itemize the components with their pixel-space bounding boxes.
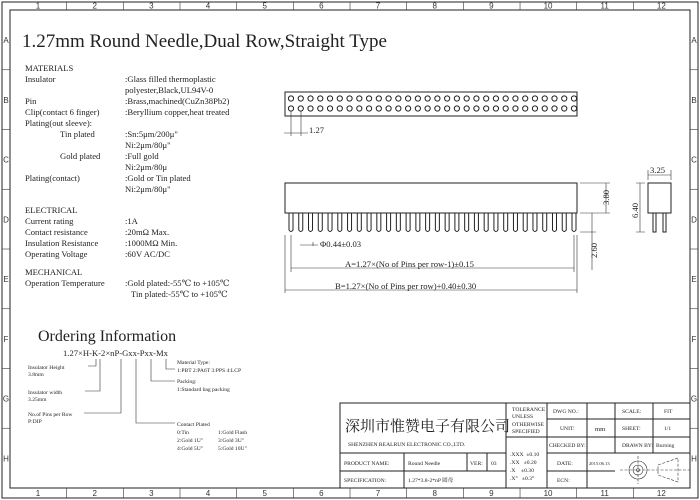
pin-hole: [445, 96, 450, 101]
mechanical-value-tin: Tin plated:-55℃ to +105℃: [131, 289, 228, 299]
pin-hole: [464, 106, 469, 111]
packing-label: Packing:: [177, 379, 197, 385]
ecn-label: ECN:: [557, 478, 570, 484]
plating-option: 4:Gold 5U": [177, 446, 204, 452]
grid-row-label: C: [3, 155, 9, 165]
ordering-information: [28, 328, 247, 452]
pin: [338, 213, 342, 232]
version-value: 03: [491, 461, 497, 467]
company-name-en: SHENZHEN REALRUN ELECTRONIC CO.,LTD.: [348, 442, 466, 448]
material-label: Plating(contact): [25, 173, 80, 183]
material-value: :Brass,machined(CuZn38Pb2): [125, 96, 230, 106]
packing-value: 1:Standard bag packing: [177, 387, 230, 393]
electrical-label: Contact resistance: [25, 227, 88, 237]
material-label: Clip(contact 6 finger): [25, 107, 100, 117]
specification-value: 1.27*3.8-2*nP 圆母: [408, 478, 454, 484]
pin-hole: [366, 96, 371, 101]
electrical-value: :20mΩ Max.: [125, 227, 170, 237]
pitch-dimension: 1.27: [309, 125, 325, 135]
pin-hole: [288, 106, 293, 111]
version-label: VER:: [470, 461, 483, 467]
pin-hole: [415, 96, 420, 101]
pin-hole: [337, 106, 342, 111]
pin-hole: [396, 106, 401, 111]
pin-hole: [571, 106, 576, 111]
pin: [543, 213, 547, 232]
material-label: Plating(out sleeve):: [25, 118, 93, 128]
top-view: [284, 92, 577, 136]
pin-hole: [552, 106, 557, 111]
pin-hole: [357, 96, 362, 101]
pin-hole: [474, 106, 479, 111]
tolerance-label: SPECIFIED: [512, 429, 540, 435]
grid-column-label: 9: [489, 489, 494, 498]
pin-hole: [396, 96, 401, 101]
grid-row-label: F: [3, 334, 9, 344]
electrical-value: :60V AC/DC: [125, 249, 170, 259]
pin: [572, 213, 576, 232]
pin-hole: [562, 106, 567, 111]
total-height-dimension: 6.40: [630, 202, 640, 218]
grid-column-label: 12: [656, 1, 666, 11]
pin-hole: [503, 106, 508, 111]
tolerance-value: .X ±0.30: [510, 468, 534, 474]
grid-column-label: 4: [205, 1, 211, 11]
projection-symbol-icon: [620, 456, 690, 484]
grid-column-label: 8: [432, 489, 437, 498]
material-value: Ni:2μm/80μ": [125, 140, 171, 150]
pin-hole: [503, 96, 508, 101]
pin-hole: [484, 96, 489, 101]
drawing-title: 1.27mm Round Needle,Dual Row,Straight Type: [22, 31, 387, 52]
insulator-height-value: 3.8mm: [28, 372, 44, 378]
grid-column-label: 3: [149, 1, 154, 11]
tolerance-label: TOLERANCE: [512, 407, 546, 413]
material-value: :Gold or Tin plated: [125, 173, 191, 183]
pin-hole: [435, 96, 440, 101]
mechanical-section: [25, 267, 230, 299]
pin: [426, 213, 430, 232]
pin-hole: [288, 96, 293, 101]
pin-hole: [327, 96, 332, 101]
mechanical-heading: MECHANICAL: [25, 267, 83, 277]
electrical-heading: ELECTRICAL: [25, 205, 78, 215]
pin: [299, 213, 303, 232]
pin-hole: [366, 106, 371, 111]
sheet-value: 1/1: [664, 426, 672, 432]
grid-row-label: B: [691, 95, 697, 105]
pin-hole: [523, 106, 528, 111]
sheet-label: SHEET:: [622, 426, 641, 432]
mechanical-label: Operation Temperature: [25, 278, 105, 288]
material-label: Tin plated: [60, 129, 95, 139]
grid-row-label: F: [691, 334, 697, 344]
grid-column-label: 4: [205, 489, 211, 498]
pin-hole: [552, 96, 557, 101]
contact-plated-label: Contact Plated: [177, 422, 210, 428]
grid-column-label: 10: [543, 489, 553, 498]
electrical-label: Current rating: [25, 216, 74, 226]
grid-column-label: 10: [543, 1, 553, 11]
grid-column-label: 1: [35, 489, 41, 498]
insulator-height-label: Insulator Height: [28, 365, 65, 371]
insulator-width-label: Insulator width: [28, 390, 63, 396]
pin: [406, 213, 410, 232]
material-value: Ni:2μm/80μ": [125, 184, 171, 194]
grid-row-label: E: [3, 275, 9, 284]
grid-row-label: G: [690, 394, 698, 404]
grid-row-label: H: [691, 454, 697, 464]
grid-column-label: 2: [92, 1, 97, 11]
material-value: :Sn:5μm/200μ": [125, 129, 178, 139]
grid-column-label: 3: [149, 489, 154, 498]
pin-hole: [562, 96, 567, 101]
width-dimension: 3.25: [650, 165, 666, 175]
pin: [377, 213, 381, 232]
pin-hole: [347, 96, 352, 101]
tolerance-value: .XXX ±0.10: [510, 452, 540, 458]
electrical-value: :1000MΩ Min.: [125, 238, 178, 248]
pin-hole: [454, 106, 459, 111]
grid-row-label: A: [691, 36, 697, 45]
pin: [523, 213, 527, 232]
unit-value: mm: [595, 426, 606, 433]
materials-section: [25, 63, 230, 194]
tail-dimension: 2.60: [589, 242, 599, 258]
material-label: Insulator: [25, 74, 56, 84]
plating-option: 0:Tin: [177, 430, 189, 436]
pin-hole: [406, 96, 411, 101]
material-value: :Beryllium copper,heat treated: [125, 107, 230, 117]
grid-row-label: G: [2, 394, 10, 404]
tolerance-value: .X° ±0.3°: [510, 476, 535, 482]
pin-hole: [484, 106, 489, 111]
drawn-by-value: Burning: [656, 443, 675, 449]
pin: [328, 213, 332, 232]
pin-hole: [425, 96, 430, 101]
tolerance-value: .XX ±0.20: [510, 460, 537, 466]
grid-column-label: 11: [600, 489, 609, 498]
pin-hole: [415, 106, 420, 111]
pin-diameter-dimension: Φ0.44±0.03: [320, 239, 362, 249]
electrical-label: Insulation Resistance: [25, 238, 99, 248]
grid-row-label: C: [691, 155, 697, 165]
pin-hole: [376, 96, 381, 101]
pin-hole: [386, 106, 391, 111]
pin: [484, 213, 488, 232]
grid-column-label: 5: [262, 489, 267, 498]
grid-column-label: 12: [656, 489, 666, 498]
dwg-no-label: DWG NO.:: [553, 409, 579, 415]
pin: [348, 213, 352, 232]
scale-value: FIT: [664, 409, 673, 415]
grid-column-label: 9: [489, 1, 494, 11]
grid-column-label: 5: [262, 1, 267, 11]
material-type-value: 1:PBT 2:PA6T 3:PPS 4:LCP: [177, 368, 242, 374]
pin-hole: [308, 106, 313, 111]
pin: [396, 213, 400, 232]
pin: [435, 213, 439, 232]
dimension-a: A=1.27×(No of Pins per row-1)±0.15: [345, 259, 474, 269]
scale-label: SCALE:: [622, 409, 642, 415]
pin: [494, 213, 498, 232]
ordering-code: 1.27×H-K-2×nP-Gxx-Pxx-Mx: [63, 348, 168, 358]
checked-by-label: CHECKED BY:: [549, 443, 586, 449]
electrical-label: Operating Voltage: [25, 249, 88, 259]
pin-hole: [464, 96, 469, 101]
date-value: 2015.06.13: [589, 461, 610, 466]
plating-option: 1:Gold Flash: [218, 430, 248, 436]
pin-hole: [425, 106, 430, 111]
pin-hole: [445, 106, 450, 111]
grid-column-label: 6: [319, 1, 324, 11]
material-value: :Glass filled thermoplastic: [125, 74, 216, 84]
material-label: Gold plated: [60, 151, 101, 161]
material-value: Ni:2μm/80μ: [125, 162, 168, 172]
tolerance-label: UNLESS: [512, 414, 534, 420]
insulator-width-value: 3.25mm: [28, 397, 47, 403]
grid-column-label: 1: [35, 1, 41, 11]
pin-hole: [347, 106, 352, 111]
pin-hole: [376, 106, 381, 111]
pin-hole: [435, 106, 440, 111]
drawn-by-label: DRAWN BY:: [622, 443, 653, 449]
pin: [455, 213, 459, 232]
pin-hole: [406, 106, 411, 111]
pin: [416, 213, 420, 232]
title-block: [340, 403, 690, 488]
grid-column-label: 11: [600, 1, 609, 11]
pin-hole: [298, 106, 303, 111]
pin: [318, 213, 322, 232]
pin: [552, 213, 556, 232]
grid-column-label: 8: [432, 1, 437, 11]
grid-column-label: 7: [375, 1, 381, 11]
grid-column-label: 2: [92, 489, 97, 498]
grid-column-label: 7: [375, 489, 381, 498]
pin: [357, 213, 361, 232]
plating-option: 2:Gold 1U": [177, 438, 204, 444]
pin-hole: [298, 96, 303, 101]
pin-hole: [493, 106, 498, 111]
end-view: [630, 165, 671, 232]
side-view: [285, 183, 611, 293]
pin: [513, 213, 517, 232]
pin-hole: [571, 96, 576, 101]
pin-hole: [318, 96, 323, 101]
pin-hole: [357, 106, 362, 111]
date-label: DATE:: [557, 461, 573, 467]
electrical-value: :1A: [125, 216, 138, 226]
pin: [504, 213, 508, 232]
height-dimension: 3.80: [601, 189, 611, 205]
pin-hole: [523, 96, 528, 101]
material-label: Pin: [25, 96, 37, 106]
pin: [387, 213, 391, 232]
leader-lines: [84, 359, 175, 423]
pin-hole: [513, 96, 518, 101]
pin-hole: [327, 106, 332, 111]
product-name-label: PRODUCT NAME:: [344, 461, 390, 467]
material-value: polyester,Black,UL94V-0: [125, 85, 214, 95]
pin-hole: [318, 106, 323, 111]
ordering-heading: Ordering Information: [38, 328, 177, 345]
plating-option: 3:Gold 3U": [218, 438, 245, 444]
pin: [533, 213, 537, 232]
pin-hole: [386, 96, 391, 101]
unit-label: UNIT:: [560, 426, 575, 432]
pin-hole: [308, 96, 313, 101]
specification-label: SPECIFICATION:: [344, 478, 387, 484]
grid-row-label: D: [3, 215, 9, 225]
pin-hole: [532, 96, 537, 101]
pin-hole: [454, 96, 459, 101]
grid-row-label: H: [3, 454, 9, 464]
pin-hole: [542, 106, 547, 111]
company-name-cn: 深圳市惟赞电子有限公司: [345, 419, 511, 435]
pin: [289, 213, 293, 232]
electrical-section: [25, 205, 177, 259]
pins-per-row-label: No.of Pins per Row: [28, 412, 73, 418]
grid-row-label: E: [691, 275, 697, 284]
material-value: :Full gold: [125, 151, 159, 161]
grid-row-label: D: [691, 215, 697, 225]
pin: [445, 213, 449, 232]
grid-row-label: B: [3, 95, 9, 105]
plating-option: 5:Gold 10U": [218, 446, 247, 452]
pin: [474, 213, 478, 232]
pin-hole: [337, 96, 342, 101]
pin: [309, 213, 313, 232]
materials-heading: MATERIALS: [25, 63, 74, 73]
grid-column-label: 6: [319, 489, 324, 498]
product-name-value: Round Needle: [408, 461, 441, 467]
pin: [465, 213, 469, 232]
tolerance-label: OTHERWISE: [512, 422, 545, 428]
pin: [562, 213, 566, 232]
dimension-b: B=1.27×(No of Pins per row)+0.40±0.30: [335, 281, 477, 291]
pin-hole: [474, 96, 479, 101]
mechanical-value-gold: :Gold plated:-55℃ to +105℃: [125, 278, 230, 288]
pins-per-row-value: P:DIP: [28, 419, 42, 425]
pin-hole: [532, 106, 537, 111]
grid-row-label: A: [3, 36, 9, 45]
pin-hole: [513, 106, 518, 111]
material-type-label: Material Type:: [177, 360, 210, 366]
pin-hole: [542, 96, 547, 101]
pin: [367, 213, 371, 232]
pin-hole: [493, 96, 498, 101]
